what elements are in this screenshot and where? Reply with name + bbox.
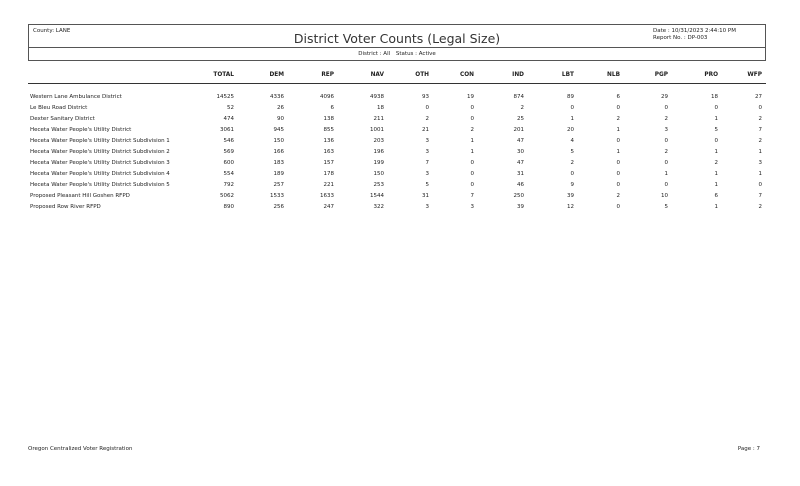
count-cell-ind: 25 (517, 115, 524, 122)
table-body (28, 84, 766, 213)
count-cell-dem: 1533 (270, 192, 284, 199)
count-cell-ind: 31 (517, 170, 524, 177)
table-header-row (28, 66, 766, 84)
count-cell-nlb: 2 (616, 192, 620, 199)
count-cell-ind: 201 (513, 126, 524, 133)
count-cell-dem: 256 (273, 203, 284, 210)
count-cell-nlb: 0 (616, 159, 620, 166)
count-cell-oth: 0 (425, 104, 429, 111)
count-cell-total: 474 (223, 115, 234, 122)
table-row (28, 190, 766, 201)
voter-counts-table (28, 66, 766, 212)
count-cell-rep: 163 (323, 148, 334, 155)
count-cell-ind: 47 (517, 137, 524, 144)
count-cell-dem: 4336 (270, 93, 284, 100)
count-cell-total: 3061 (220, 126, 234, 133)
count-cell-nav: 1544 (370, 192, 384, 199)
count-cell-total: 52 (227, 104, 234, 111)
count-cell-rep: 157 (323, 159, 334, 166)
count-cell-lbt: 89 (567, 93, 574, 100)
count-cell-dem: 150 (273, 137, 284, 144)
count-cell-dem: 26 (277, 104, 284, 111)
count-cell-pro: 18 (711, 93, 718, 100)
count-cell-oth: 2 (425, 115, 429, 122)
district-name: Heceta Water People's Utility District Subdivision 2 (30, 148, 170, 155)
count-cell-nav: 253 (373, 181, 384, 188)
count-cell-nlb: 0 (616, 137, 620, 144)
count-cell-pgp: 10 (661, 192, 668, 199)
count-cell-total: 546 (223, 137, 234, 144)
count-cell-dem: 166 (273, 148, 284, 155)
district-name: Heceta Water People's Utility District Subdivision 5 (30, 181, 170, 188)
count-cell-pro: 0 (714, 104, 718, 111)
count-cell-lbt: 12 (567, 203, 574, 210)
table-row (28, 146, 766, 157)
count-cell-wfp: 2 (758, 115, 762, 122)
page-number: Page : 7 (737, 446, 760, 452)
column-header-ind: IND (478, 66, 528, 84)
count-cell-con: 19 (467, 93, 474, 100)
count-cell-lbt: 0 (570, 104, 574, 111)
count-cell-con: 1 (470, 137, 474, 144)
count-cell-pgp: 2 (664, 148, 668, 155)
count-cell-nav: 18 (377, 104, 384, 111)
count-cell-rep: 4096 (320, 93, 334, 100)
count-cell-pgp: 0 (664, 137, 668, 144)
count-cell-total: 569 (223, 148, 234, 155)
count-cell-pgp: 0 (664, 104, 668, 111)
status-filter: Status : Active (395, 51, 436, 57)
count-cell-lbt: 39 (567, 192, 574, 199)
filter-bar (28, 48, 766, 61)
count-cell-con: 0 (470, 104, 474, 111)
count-cell-dem: 183 (273, 159, 284, 166)
table-row (28, 157, 766, 168)
count-cell-pgp: 5 (664, 203, 668, 210)
count-cell-rep: 1633 (320, 192, 334, 199)
report-title: District Voter Counts (Legal Size) (293, 31, 501, 46)
count-cell-lbt: 20 (567, 126, 574, 133)
district-filter: District : All (358, 51, 391, 57)
table-row (28, 84, 766, 103)
count-cell-wfp: 27 (755, 93, 762, 100)
count-cell-ind: 874 (513, 93, 524, 100)
district-name: Western Lane Ambulance District (30, 93, 122, 100)
table-row (28, 102, 766, 113)
count-cell-rep: 221 (323, 181, 334, 188)
count-cell-lbt: 9 (570, 181, 574, 188)
count-cell-nlb: 0 (616, 181, 620, 188)
count-cell-con: 7 (470, 192, 474, 199)
count-cell-total: 5062 (220, 192, 234, 199)
count-cell-pro: 1 (714, 115, 718, 122)
count-cell-pgp: 0 (664, 159, 668, 166)
count-cell-con: 0 (470, 115, 474, 122)
count-cell-nav: 322 (373, 203, 384, 210)
district-name: Proposed Pleasant Hill Goshen RFPD (30, 192, 130, 199)
count-cell-oth: 3 (425, 137, 429, 144)
count-cell-nlb: 0 (616, 104, 620, 111)
count-cell-pgp: 0 (664, 181, 668, 188)
count-cell-total: 792 (223, 181, 234, 188)
count-cell-oth: 7 (425, 159, 429, 166)
count-cell-wfp: 7 (758, 192, 762, 199)
column-header-total: TOTAL (198, 66, 238, 84)
count-cell-con: 0 (470, 159, 474, 166)
count-cell-dem: 257 (273, 181, 284, 188)
count-cell-rep: 6 (330, 104, 334, 111)
column-header-wfp: WFP (722, 66, 766, 84)
column-header-nav: NAV (338, 66, 388, 84)
count-cell-oth: 93 (422, 93, 429, 100)
column-header-dem: DEM (238, 66, 288, 84)
table-row (28, 124, 766, 135)
count-cell-con: 0 (470, 181, 474, 188)
count-cell-wfp: 7 (758, 126, 762, 133)
count-cell-rep: 138 (323, 115, 334, 122)
count-cell-nlb: 6 (616, 93, 620, 100)
count-cell-nlb: 1 (616, 126, 620, 133)
count-cell-con: 2 (470, 126, 474, 133)
report-meta (653, 28, 736, 41)
count-cell-total: 890 (223, 203, 234, 210)
count-cell-ind: 2 (520, 104, 524, 111)
count-cell-nlb: 0 (616, 203, 620, 210)
count-cell-pgp: 2 (664, 115, 668, 122)
count-cell-nlb: 1 (616, 148, 620, 155)
column-header-lbt: LBT (528, 66, 578, 84)
table-row (28, 179, 766, 190)
count-cell-lbt: 5 (570, 148, 574, 155)
column-header-pro: PRO (672, 66, 722, 84)
table-row (28, 168, 766, 179)
count-cell-wfp: 1 (758, 148, 762, 155)
count-cell-dem: 189 (273, 170, 284, 177)
count-cell-oth: 21 (422, 126, 429, 133)
district-name: Heceta Water People's Utility District Subdivision 3 (30, 159, 170, 166)
count-cell-nav: 203 (373, 137, 384, 144)
count-cell-ind: 39 (517, 203, 524, 210)
count-cell-con: 1 (470, 148, 474, 155)
table-row (28, 135, 766, 146)
report-number: Report No. : DP-003 (653, 34, 708, 41)
count-cell-total: 14525 (216, 93, 234, 100)
count-cell-nav: 1001 (370, 126, 384, 133)
count-cell-nav: 211 (373, 115, 384, 122)
count-cell-wfp: 0 (758, 104, 762, 111)
count-cell-pgp: 29 (661, 93, 668, 100)
count-cell-pro: 6 (714, 192, 718, 199)
count-cell-lbt: 4 (570, 137, 574, 144)
column-header-district (28, 66, 198, 84)
count-cell-wfp: 1 (758, 170, 762, 177)
count-cell-rep: 136 (323, 137, 334, 144)
count-cell-nlb: 2 (616, 115, 620, 122)
count-cell-dem: 945 (273, 126, 284, 133)
count-cell-nav: 150 (373, 170, 384, 177)
count-cell-ind: 46 (517, 181, 524, 188)
count-cell-con: 3 (470, 203, 474, 210)
count-cell-lbt: 0 (570, 170, 574, 177)
count-cell-pro: 2 (714, 159, 718, 166)
footer-source: Oregon Centralized Voter Registration (28, 446, 133, 452)
district-name: Heceta Water People's Utility District Subdivision 4 (30, 170, 170, 177)
district-name: Dexter Sanitary District (30, 115, 95, 122)
count-cell-wfp: 0 (758, 181, 762, 188)
table-row (28, 201, 766, 212)
count-cell-wfp: 3 (758, 159, 762, 166)
count-cell-nav: 199 (373, 159, 384, 166)
count-cell-nav: 196 (373, 148, 384, 155)
count-cell-pgp: 1 (664, 170, 668, 177)
count-cell-oth: 31 (422, 192, 429, 199)
count-cell-oth: 5 (425, 181, 429, 188)
count-cell-nlb: 0 (616, 170, 620, 177)
district-name: Le Bleu Road District (30, 104, 88, 111)
count-cell-pro: 1 (714, 181, 718, 188)
count-cell-oth: 3 (425, 170, 429, 177)
count-cell-oth: 3 (425, 203, 429, 210)
district-name: Heceta Water People's Utility District (30, 126, 132, 133)
district-name: Heceta Water People's Utility District Subdivision 1 (30, 137, 170, 144)
table-row (28, 113, 766, 124)
count-cell-ind: 250 (513, 192, 524, 199)
count-cell-rep: 178 (323, 170, 334, 177)
count-cell-lbt: 1 (570, 115, 574, 122)
count-cell-lbt: 2 (570, 159, 574, 166)
column-header-nlb: NLB (578, 66, 624, 84)
report-date: Date : 10/31/2023 2:44:10 PM (653, 28, 736, 34)
column-header-con: CON (433, 66, 478, 84)
count-cell-pgp: 3 (664, 126, 668, 133)
count-cell-nav: 4938 (370, 93, 384, 100)
county-label: County: LANE (33, 28, 71, 34)
count-cell-total: 600 (223, 159, 234, 166)
count-cell-pro: 1 (714, 148, 718, 155)
district-name: Proposed Row River RFPD (30, 203, 101, 210)
count-cell-total: 554 (223, 170, 234, 177)
report-header (28, 24, 766, 48)
count-cell-con: 0 (470, 170, 474, 177)
count-cell-rep: 247 (323, 203, 334, 210)
column-header-rep: REP (288, 66, 338, 84)
count-cell-pro: 1 (714, 170, 718, 177)
count-cell-oth: 3 (425, 148, 429, 155)
count-cell-wfp: 2 (758, 203, 762, 210)
count-cell-pro: 5 (714, 126, 718, 133)
count-cell-pro: 0 (714, 137, 718, 144)
count-cell-dem: 90 (277, 115, 284, 122)
count-cell-wfp: 2 (758, 137, 762, 144)
count-cell-rep: 855 (323, 126, 334, 133)
count-cell-ind: 30 (517, 148, 524, 155)
column-header-oth: OTH (388, 66, 433, 84)
count-cell-ind: 47 (517, 159, 524, 166)
count-cell-pro: 1 (714, 203, 718, 210)
column-header-pgp: PGP (624, 66, 672, 84)
